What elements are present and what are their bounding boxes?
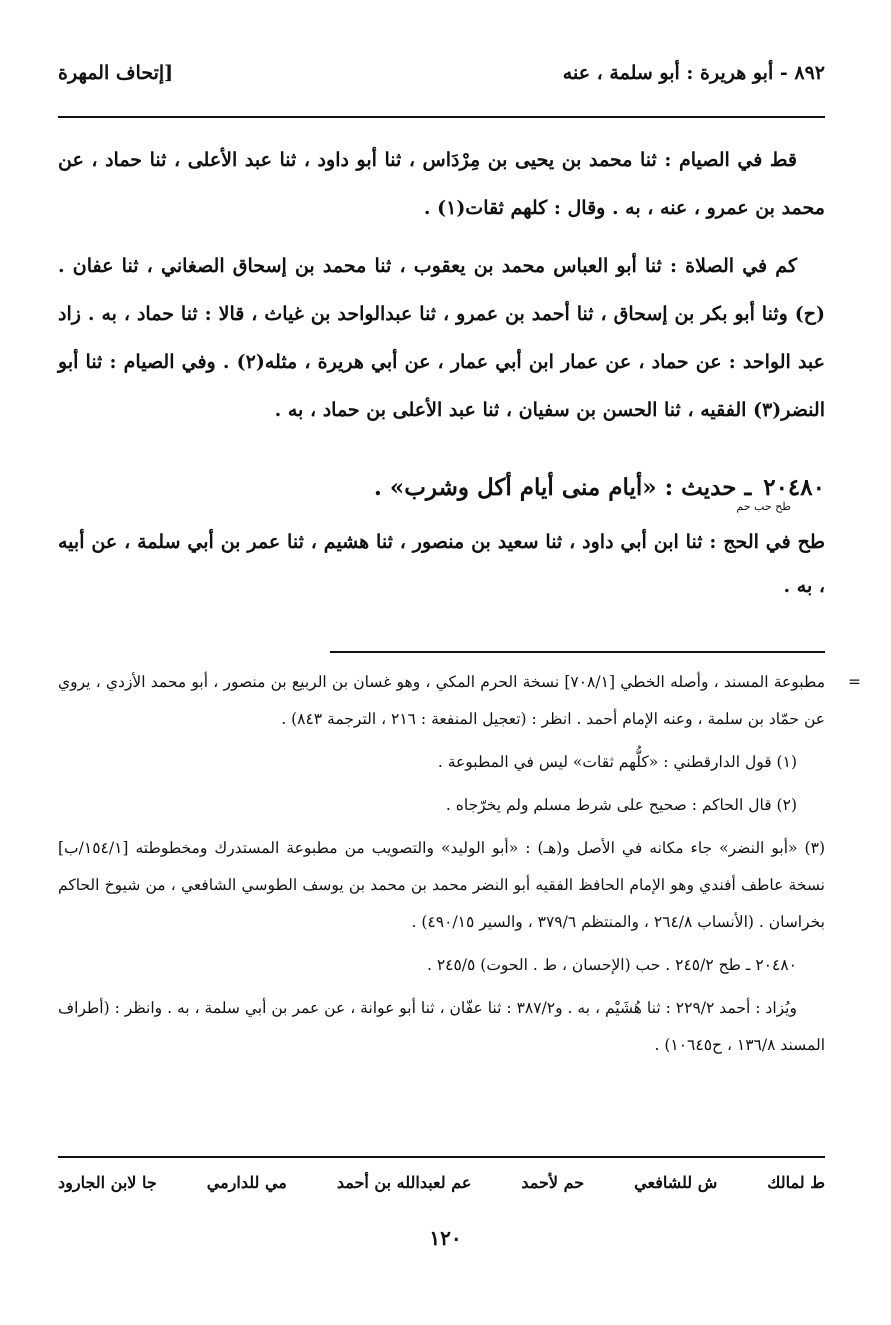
- hadith-body: [58, 520, 825, 608]
- footnote-3: (٣) «أبو النضر» جاء مكانه في الأصل و(هـ) : «أبو الوليد» والتصويب من مطبوعة المستدرك ومخطوطته [١٥٤/١/ب] نسخة عاطف أفندي وهو الإمام الحافظ الفقيه أبو النضر محمد بن محمد بن يوسف الطوسي الشافعي ، من شيوخ الحاكم بخراسان . (الأنساب ٢٦٤/٨ ، والمنتظم ٣٧٩/٦ ، والسير ٤٩٠/١٥) .: [58, 839, 825, 931]
- legend-divider: [58, 1156, 825, 1158]
- header-divider: [58, 116, 825, 118]
- hadith-number: ٢٠٤٨٠: [763, 474, 825, 501]
- hadith-references: ٢٠٤٨٠ ـ طح ٢٤٥/٢ . حب (الإحسان ، ط . الحوت) ٢٤٥/٥ .: [426, 956, 797, 974]
- additional-references: ويُزاد : أحمد ٢٢٩/٢ : ثنا هُشَيْم ، به . و٣٨٧/٢ : ثنا عفّان ، ثنا أبو عوانة ، عن عمر بن أبي سلمة ، به . وانظر : (أطراف المسند ١٣٦/٨ ، ح١٠٦٤٥) .: [58, 999, 825, 1054]
- hadith-heading-text: ـ حديث : «أيام منى أيام أكل وشرب» .: [373, 474, 752, 501]
- main-paragraph: قط في الصيام : ثنا محمد بن يحيى بن مِرْدَاس ، ثنا أبو داود ، ثنا عبد الأعلى ، ثنا حماد ، عن محمد بن عمرو ، عنه ، به . وقال : كلهم ثقات(١) .: [58, 149, 825, 219]
- footnote-continuation: [58, 664, 861, 738]
- footnote-continuation-text: مطبوعة المسند ، وأصله الخطي [٧٠٨/١] نسخة الحرم المكي ، وهو غسان بن الربيع بن منصور ، أبو محمد الأزدي ، يروي عن حمّاد بن سلمة ، وعنه الإمام أحمد . انظر : (تعجيل المنفعة : ٢١٦ ، الترجمة ٨٤٣) .: [58, 673, 825, 728]
- main-paragraph: كم في الصلاة : ثنا أبو العباس محمد بن يعقوب ، ثنا محمد بن إسحاق الصغاني ، ثنا عفان . (ح) وثنا أبو بكر بن إسحاق ، ثنا أحمد بن عمرو ، ثنا عبدالواحد بن غياث ، قالا : ثنا حماد ، به . زاد عبد الواحد : عن حماد ، عن عمار ابن أبي عمار ، عن أبي هريرة ، مثله(٢) . وفي الصيام : ثنا أبو النضر(٣) الفقيه ، ثنا الحسن بن سفيان ، ثنا عبد الأعلى بن حماد ، به .: [58, 255, 825, 421]
- header-title: ٨٩٢ - أبو هريرة : أبو سلمة ، عنه: [562, 62, 825, 84]
- abbreviation-item: عم لعبدالله بن أحمد: [336, 1173, 472, 1192]
- main-text: [58, 136, 825, 434]
- abbreviation-item: ش للشافعي: [634, 1173, 718, 1192]
- hadith-body-text: طح في الحج : ثنا ابن أبي داود ، ثنا سعيد بن منصور ، ثنا هشيم ، ثنا عمر بن أبي سلمة ، عن أبيه ، به .: [58, 531, 825, 597]
- footnotes: [58, 664, 861, 1064]
- page-number: ١٢٠: [429, 1226, 462, 1250]
- hadith-heading: [58, 470, 825, 506]
- footnote-1: (١) قول الدارقطني : «كلُّهم ثقات» ليس في المطبوعة .: [437, 753, 797, 771]
- abbreviation-item: حم لأحمد: [521, 1173, 585, 1192]
- abbreviation-item: جا لابن الجارود: [58, 1173, 157, 1192]
- source-tags: طح حب حم: [736, 500, 791, 513]
- abbreviation-legend: [58, 1166, 825, 1200]
- footnote-2: (٢) قال الحاكم : صحيح على شرط مسلم ولم يخرّجاه .: [445, 796, 797, 814]
- footnote-divider: [330, 651, 825, 653]
- running-header: [58, 62, 825, 96]
- continuation-mark: =: [848, 673, 861, 691]
- abbreviation-item: ط لمالك: [767, 1173, 825, 1192]
- header-book-title: [إتحاف المهرة: [58, 62, 174, 84]
- abbreviation-item: مي للدارمي: [206, 1173, 287, 1192]
